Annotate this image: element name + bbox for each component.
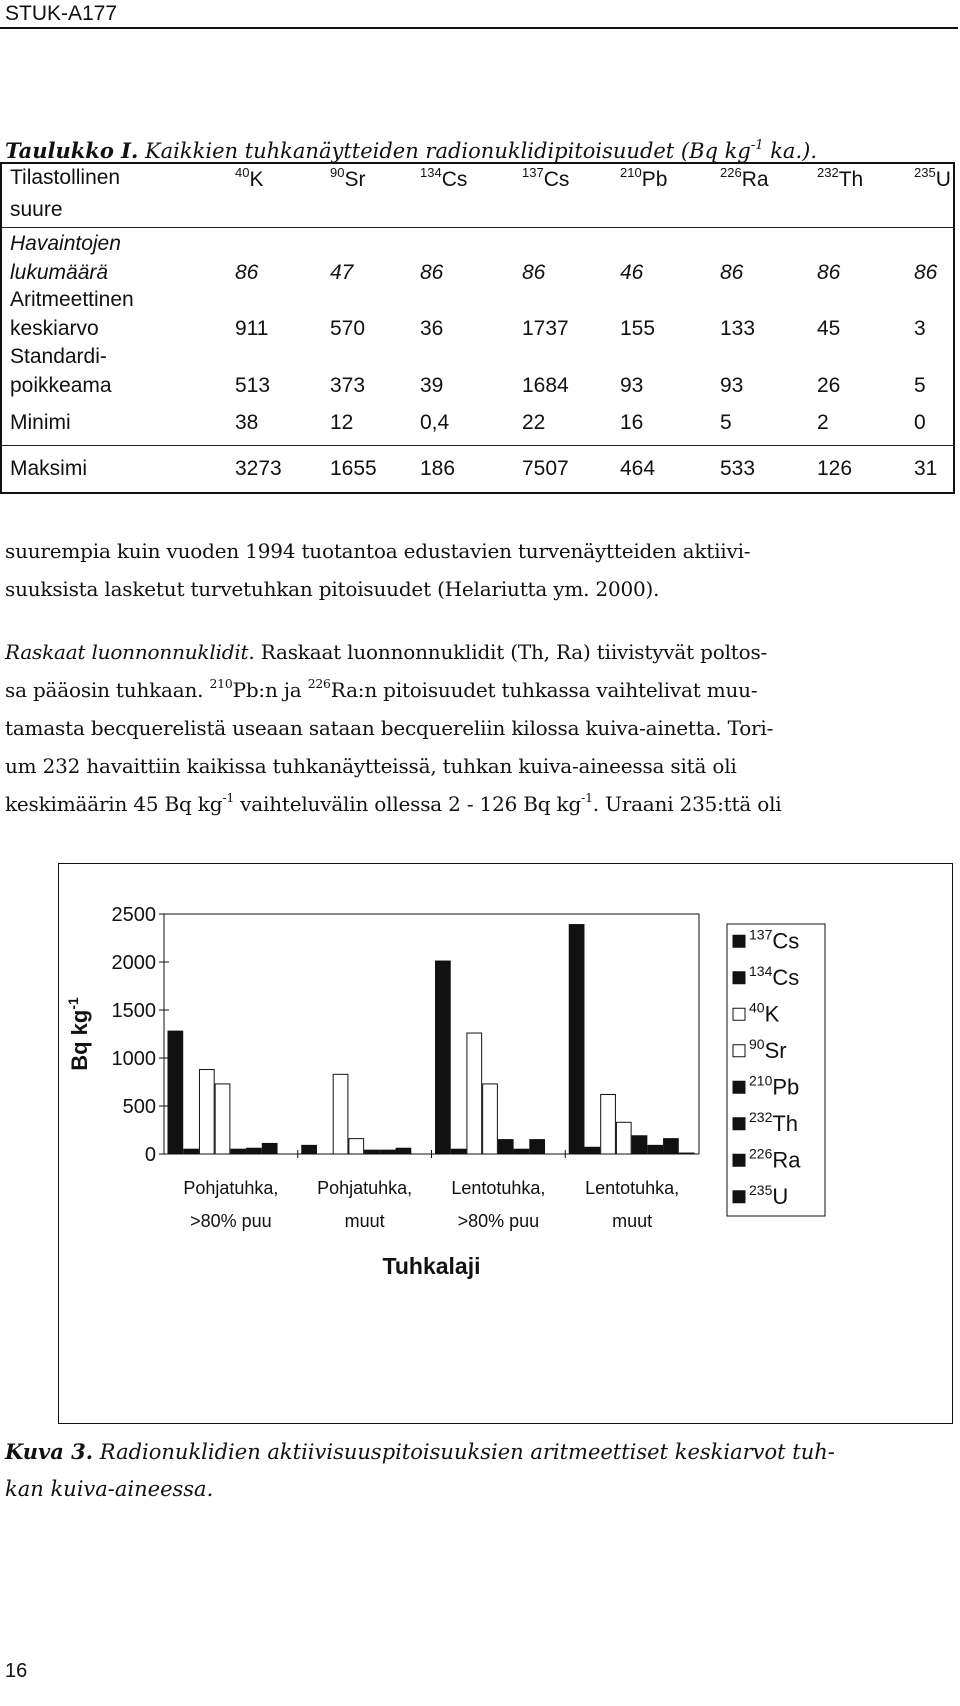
table-cell: 31 xyxy=(914,457,938,480)
table-cell: 86 xyxy=(235,261,259,284)
table-cell: 464 xyxy=(620,457,656,480)
category-label: >80% puu xyxy=(457,1211,540,1231)
table-cell: 86 xyxy=(817,261,841,284)
bar-40k xyxy=(467,1033,482,1154)
legend-entry-226ra: $^{226}$Ra xyxy=(749,1145,801,1173)
table-cell: 0,4 xyxy=(420,411,450,434)
bar-232th xyxy=(380,1150,395,1154)
category-label: Pohjatuhka, xyxy=(317,1178,413,1198)
report-code: STUK-A177 xyxy=(5,2,118,25)
table-cell: 38 xyxy=(235,411,259,434)
table-cell: 16 xyxy=(620,411,644,434)
column-header-th232: $^{232}$Th xyxy=(817,164,864,191)
column-header-u235: $^{235}$U xyxy=(914,164,951,191)
table-cell: 126 xyxy=(817,457,853,480)
row-label-count-cont: lukumäärä xyxy=(10,261,109,284)
table-cell: 2 xyxy=(817,411,829,434)
table-cell: 5 xyxy=(914,374,926,397)
row-label-stdev-cont: poikkeama xyxy=(10,374,112,397)
y-tick-label: 500 xyxy=(122,1096,156,1118)
table-caption-label: Taulukko I. xyxy=(5,138,139,163)
table-cell: 93 xyxy=(720,374,744,397)
table-caption-text: Kaikkien tuhkanäytteiden radionuklidipitoisuudet (Bq kg xyxy=(138,139,751,163)
table-header-label-cont: suure xyxy=(10,198,63,221)
column-header-cs137: $^{137}$Cs xyxy=(522,164,570,191)
table-cell: 93 xyxy=(620,374,644,397)
category-label: muut xyxy=(344,1211,385,1231)
body-line: suuksista lasketut turvetuhkan pitoisuudet (Helariutta ym. 2000). xyxy=(5,577,660,601)
plot-area xyxy=(164,914,699,1154)
bar-210pb xyxy=(632,1136,647,1154)
table-header-rule xyxy=(2,227,953,228)
header-rule xyxy=(0,27,958,29)
table-cell: 47 xyxy=(330,261,354,284)
category-label: Pohjatuhka, xyxy=(183,1178,279,1198)
figure-caption-text: Radionuklidien aktiivisuuspitoisuuksien aritmeettiset keskiarvot tuh- xyxy=(93,1440,835,1464)
body-line: um 232 havaittiin kaikissa tuhkanäytteissä, tuhkan kuiva-aineessa sitä oli xyxy=(5,754,737,778)
legend-entry-40k: $^{40}$K xyxy=(749,999,780,1027)
table-cell: 86 xyxy=(914,261,938,284)
bar-90sr xyxy=(483,1084,498,1154)
bar-210pb xyxy=(498,1140,513,1154)
table-cell: 5 xyxy=(720,411,732,434)
column-header-cs134: $^{134}$Cs xyxy=(420,164,468,191)
bar-137cs xyxy=(168,1031,183,1154)
table-cell: 46 xyxy=(620,261,644,284)
column-header-sr90: $^{90}$Sr xyxy=(330,164,366,191)
table-row-rule xyxy=(2,445,953,446)
y-tick-label: 1500 xyxy=(111,1000,156,1022)
legend-entry-210pb: $^{210}$Pb xyxy=(749,1072,800,1100)
table-cell: 133 xyxy=(720,317,756,340)
table-cell: 186 xyxy=(420,457,456,480)
category-label: >80% puu xyxy=(190,1211,272,1231)
legend-entry-137cs: $^{137}$Cs xyxy=(749,926,800,954)
table-caption xyxy=(5,138,817,163)
y-tick-label: 0 xyxy=(144,1144,156,1166)
y-tick-label: 2000 xyxy=(111,952,156,974)
column-header-k40: $^{40}$K xyxy=(235,164,264,191)
legend-swatch-210pb xyxy=(733,1081,745,1093)
bar-210pb xyxy=(365,1150,380,1154)
legend-entry-232th: $^{232}$Th xyxy=(749,1108,799,1136)
bar-137cs xyxy=(569,925,584,1154)
bar-226ra xyxy=(530,1140,545,1154)
legend-swatch-232th xyxy=(733,1118,745,1130)
bar-232th xyxy=(648,1145,663,1154)
category-label: muut xyxy=(612,1211,653,1231)
table-cell: 155 xyxy=(620,317,656,340)
legend-entry-90sr: $^{90}$Sr xyxy=(749,1035,787,1063)
page-header xyxy=(0,0,960,40)
bar-90sr xyxy=(616,1122,631,1154)
bar-90sr xyxy=(215,1084,230,1154)
figure-caption-label: Kuva 3. xyxy=(5,1439,94,1464)
table-header-label: Tilastollinen xyxy=(10,166,121,189)
category-label: Lentotuhka, xyxy=(585,1178,680,1198)
row-label-mean: Aritmeettinen xyxy=(10,288,134,311)
y-tick-label: 1000 xyxy=(111,1048,156,1070)
row-label-min: Minimi xyxy=(10,411,71,434)
table-cell: 1684 xyxy=(522,374,569,397)
table-cell: 3273 xyxy=(235,457,282,480)
bar-232th xyxy=(247,1148,262,1154)
table-caption-end: ka.). xyxy=(763,139,817,163)
figure-caption xyxy=(5,1433,835,1508)
table-cell: 1655 xyxy=(330,457,377,480)
row-label-stdev: Standardi- xyxy=(10,345,107,368)
table-cell: 86 xyxy=(720,261,744,284)
page-number: 16 xyxy=(5,1660,28,1682)
legend-entry-235u: $^{235}$U xyxy=(749,1181,789,1209)
body-line: keskimäärin 45 Bq $kg^{-1}$ vaihteluvälin ollessa 2 - 126 Bq $kg^{-1}$. Uraani 235:ttä oli xyxy=(5,790,782,816)
bar-40k xyxy=(333,1074,348,1154)
table-cell: 26 xyxy=(817,374,841,397)
bar-235u xyxy=(679,1153,694,1154)
y-axis-label: Bq $kg^{-1}$ xyxy=(65,997,92,1071)
row-label-count: Havaintojen xyxy=(10,232,121,255)
legend-swatch-40k xyxy=(733,1008,745,1020)
row-label-max: Maksimi xyxy=(10,457,87,480)
table-cell: 86 xyxy=(420,261,444,284)
bar-134cs xyxy=(184,1149,199,1154)
legend-swatch-90sr xyxy=(733,1045,745,1057)
legend-swatch-235u xyxy=(733,1191,745,1203)
legend-entry-134cs: $^{134}$Cs xyxy=(749,962,800,990)
table-cell: 22 xyxy=(522,411,546,434)
bar-137cs xyxy=(302,1145,317,1154)
table-cell: 513 xyxy=(235,374,271,397)
bar-210pb xyxy=(231,1149,246,1154)
radionuclide-table xyxy=(0,162,955,494)
bar-134cs xyxy=(451,1149,466,1154)
row-label-mean-cont: keskiarvo xyxy=(10,317,99,340)
table-cell: 86 xyxy=(522,261,546,284)
bar-226ra xyxy=(396,1148,411,1154)
bar-134cs xyxy=(585,1147,600,1154)
table-cell: 39 xyxy=(420,374,444,397)
body-line: tamasta becquerelistä useaan sataan becquereliin kilossa kuiva-ainetta. Tori- xyxy=(5,716,774,740)
table-cell: 0 xyxy=(914,411,926,434)
category-label: Lentotuhka, xyxy=(451,1178,546,1198)
table-cell: 911 xyxy=(235,317,269,340)
column-header-pb210: $^{210}$Pb xyxy=(620,164,668,191)
body-line: suurempia kuin vuoden 1994 tuotantoa edustavien turvenäytteiden aktiivi- xyxy=(5,539,751,563)
table-cell: 570 xyxy=(330,317,366,340)
chart-frame xyxy=(58,863,953,1424)
section-run-in-heading: Raskaat luonnonnuklidit. xyxy=(5,640,255,664)
table-caption-sup: -1 xyxy=(750,137,764,153)
bar-232th xyxy=(514,1149,529,1154)
table-cell: 36 xyxy=(420,317,444,340)
body-line: Raskaat luonnonnuklidit. Raskaat luonnonnuklidit (Th, Ra) tiivistyvät poltos- xyxy=(5,640,768,664)
bar-chart xyxy=(59,864,951,1422)
table-cell: 1737 xyxy=(522,317,569,340)
table-cell: 7507 xyxy=(522,457,569,480)
table-cell: 45 xyxy=(817,317,841,340)
x-axis-label: Tuhkalaji xyxy=(382,1253,481,1279)
legend-swatch-137cs xyxy=(733,935,745,947)
legend-swatch-226ra xyxy=(733,1154,745,1166)
bar-40k xyxy=(199,1070,214,1154)
bar-90sr xyxy=(349,1139,364,1154)
bar-226ra xyxy=(664,1139,679,1154)
bar-40k xyxy=(601,1094,616,1154)
table-cell: 3 xyxy=(914,317,926,340)
table-cell: 533 xyxy=(720,457,756,480)
bar-137cs xyxy=(436,961,451,1154)
bar-226ra xyxy=(262,1143,277,1154)
body-line: sa pääosin tuhkaan. $^{210}$Pb:n ja $^{226}$Ra:n pitoisuudet tuhkassa vaihtelivat muu- xyxy=(5,676,758,702)
table-cell: 12 xyxy=(330,411,354,434)
y-tick-label: 2500 xyxy=(111,904,156,926)
table-cell: 373 xyxy=(330,374,366,397)
figure-caption-text-cont: kan kuiva-aineessa. xyxy=(5,1477,214,1501)
legend-swatch-134cs xyxy=(733,972,745,984)
column-header-ra226: $^{226}$Ra xyxy=(720,164,769,191)
